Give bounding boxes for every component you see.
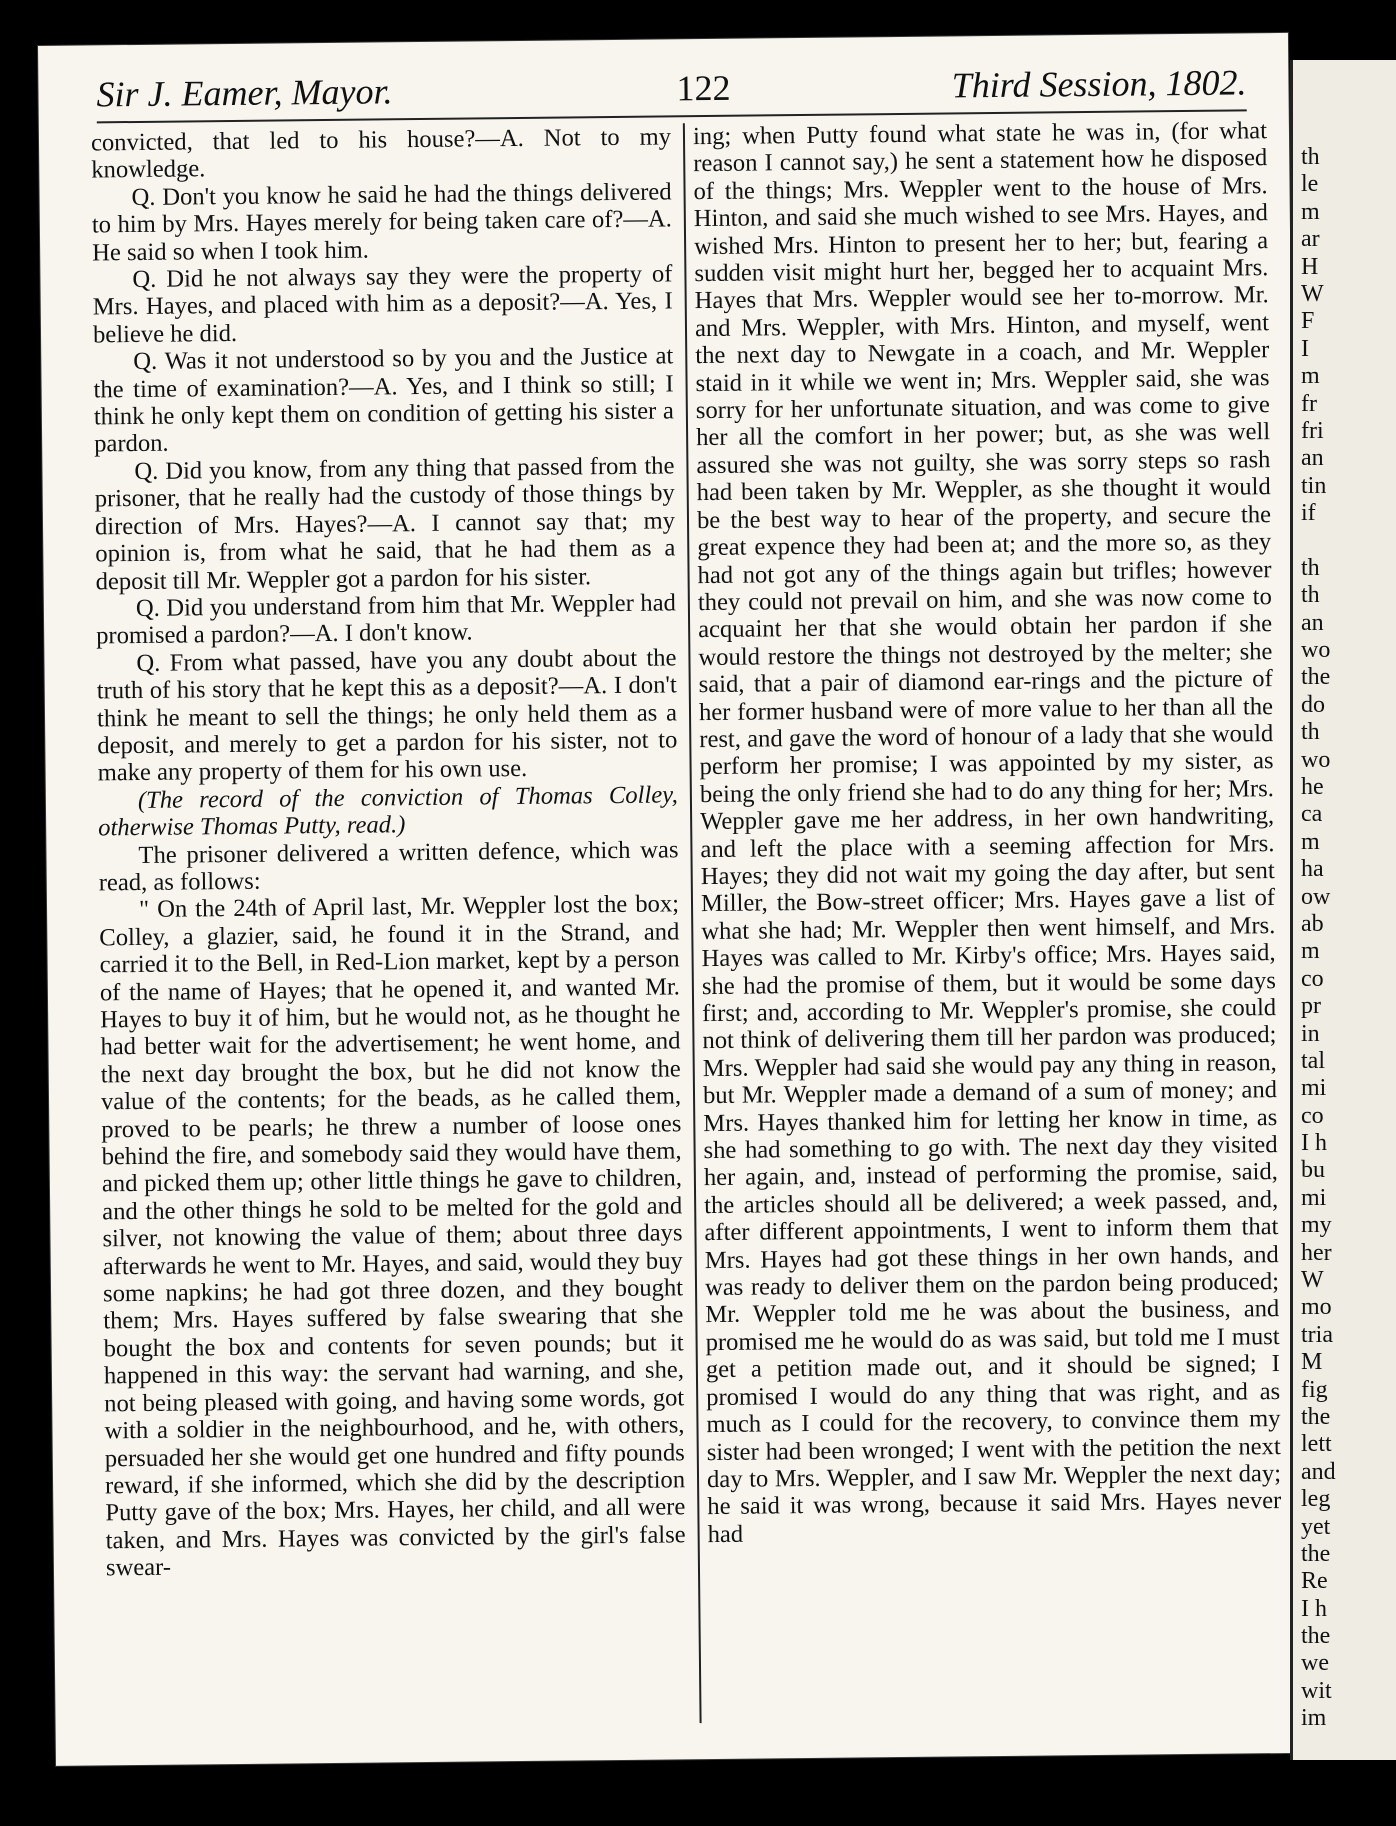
edge-fragment: pr [1301,993,1321,1020]
running-head-left: Sir J. Eamer, Mayor. [96,71,393,115]
edge-fragment: Re [1301,1568,1328,1595]
edge-fragment: mi [1301,1075,1327,1102]
edge-fragment: th [1301,582,1320,609]
edge-fragment: tal [1301,1047,1325,1074]
edge-fragment: th [1301,719,1320,746]
edge-fragment: M [1301,1349,1323,1376]
record-note: (The record of the conviction of Thomas Colley, otherwise Thomas Putty, read.) [98,781,679,842]
edge-fragment: the [1301,664,1331,691]
edge-fragment: wo [1301,746,1331,773]
edge-fragment: m [1301,938,1320,965]
edge-fragment: fr [1301,390,1317,417]
edge-fragment: and [1301,1458,1336,1485]
paragraph: Q. Did he not always say they were the property of Mrs. Hayes, and placed with him as a deposit?—A. Yes, I believe he did. [92,260,673,349]
right-column [693,117,1282,1548]
edge-fragment: fri [1301,417,1324,444]
edge-fragment: im [1301,1705,1327,1732]
edge-fragment: ar [1301,226,1320,253]
edge-fragment: wo [1301,637,1331,664]
edge-fragment: bu [1301,1157,1325,1184]
edge-fragment: ca [1301,801,1323,828]
paragraph: Q. From what passed, have you any doubt about the truth of his story that he kept this as a deposit?—A. I don't think he meant to sell the things; he only held them as a deposit, and merely to get a pardon for his sister, not to make any property of them for his own use. [96,644,678,787]
edge-fragment: th [1301,554,1320,581]
edge-fragment: m [1301,198,1320,225]
next-page-text-fragments [1293,144,1393,1733]
paragraph: Q. Did you understand from him that Mr. Weppler had promised a pardon?—A. I don't know. [96,589,677,650]
running-head [96,55,1247,123]
edge-fragment: do [1301,691,1325,718]
edge-fragment: we [1301,1650,1329,1677]
edge-fragment: m [1301,828,1320,855]
edge-fragment: wit [1301,1677,1332,1704]
edge-fragment: F [1301,308,1315,335]
edge-fragment: co [1301,1102,1324,1129]
edge-fragment: W [1301,1267,1324,1294]
edge-fragment: the [1301,1623,1331,1650]
running-head-right: Third Session, 1802. [951,62,1247,106]
edge-fragment: co [1301,965,1324,992]
edge-fragment: fig [1301,1376,1328,1403]
edge-fragment: the [1301,1403,1331,1430]
page-sheet [38,33,1306,1766]
left-column [91,123,686,1582]
edge-fragment: H [1301,253,1319,280]
paragraph: Q. Was it not understood so by you and the Justice at the time of examination?—A. Yes, and I think so still; I think he only kept them on condition of getting his sister a pardon. [93,342,674,458]
edge-fragment: if [1301,500,1316,527]
edge-fragment: ha [1301,856,1324,883]
edge-fragment: the [1301,1540,1331,1567]
edge-fragment: th [1301,144,1320,170]
edge-fragment: tria [1301,1321,1333,1348]
edge-fragment: in [1301,1020,1320,1047]
edge-fragment: lett [1301,1431,1332,1458]
paragraph: Q. Did you know, from any thing that passed from the prisoner, that he really had the custody of those things by direction of Mrs. Hayes?—A. I cannot say that; my opinion is, from what he said, that he had them as a deposit till Mr. Weppler got a pardon for his sister. [94,452,676,595]
edge-fragment: m [1301,363,1320,390]
next-page-edge [1290,60,1396,1760]
edge-fragment: her [1301,1239,1332,1266]
edge-fragment: my [1301,1212,1332,1239]
edge-fragment: tin [1301,472,1327,499]
edge-fragment: leg [1301,1486,1331,1513]
edge-fragment: he [1301,773,1324,800]
edge-fragment: an [1301,609,1324,636]
edge-fragment: yet [1301,1513,1331,1540]
edge-fragment [1293,527,1393,554]
edge-fragment: I h [1301,1595,1327,1622]
page-number: 122 [676,67,731,109]
paragraph: ing; when Putty found what state he was in, (for what reason I cannot say,) he sent a statement how he disposed of the things; Mrs. Weppler went to the house of Mrs. Hinton, and said she much wished to see Mrs. Hayes, and wished Mrs. Hinton to present her to her; but, fearing a sudden visit might hurt her, begged her to acquaint Mrs. Hayes that Mrs. Weppler would see her to-morrow. Mr. and Mrs. Weppler, with Mrs. Hinton, and myself, went the next day to Newgate in a coach, and Mr. Weppler staid in it while we went in; Mrs. Weppler said, she was sorry for her unfortunate situation, and was come to give her all the comfort in her power; but, as she was well assured she was not guilty, she was sorry steps so rash had been taken by Mr. Weppler, as she thought it would be the best way to hear of the property, and secure the great expence they had been at; and the more so, as they had not got any of the things again but trifles; however they could not prevail on him, and she was now come to acquaint her that she would obtain her pardon if she would restore the things not destroyed by the melter; she said, that a pair of diamond ear-rings and the picture of her former husband were of more value to her than all the rest, and gave the word of honour of a lady that she would perform her promise; I was appointed by my sister, as being the only friend she had to do any thing for her; Mrs. Weppler gave me her address, in her own handwriting, and left the place with a seeming affection for Mrs. Hayes; they did not wait my going the day after, but sent Miller, the Bow-street officer; Mrs. Hayes gave a list of what she had; Mr. Weppler then went himself, and Mrs. Hayes was called to Mr. Kirby's office; Mrs. Hayes said, she had the promise of them, but it would be some days first; and, according to Mr. Weppler's promise, she could not think of delivering them till her pardon was produced; Mrs. Weppler had said she would pay any thing in reason, but Mr. Weppler made a demand of a sum of money; and Mrs. Hayes thanked him for letting her know in time, as she had something to go with. The next day they visited her again, and, instead of performing the promise, said, the articles should all be delivered; a week passed, and, after different appointments, I went to inform them that Mrs. Hayes had got these things in her own hands, and was ready to deliver them on the pardon being produced; Mr. Weppler told me he was about the business, and promised me he would do as was said, but told me I must get a petition made out, and it should be signed; I promised I would do any thing that was right, and as much as I could for the recovery, to convince them my sister had been wronged; I went with the petition the next day to Mrs. Weppler, and I saw Mr. Weppler the next day; he said it was wrong, because it said Mrs. Hayes never had [692,117,1282,1548]
edge-fragment: mi [1301,1184,1327,1211]
paragraph: convicted, that led to his house?—A. Not to my knowledge. [90,123,672,184]
edge-fragment: I [1301,335,1309,362]
paragraph: The prisoner delivered a written defence, which was read, as follows: [98,835,679,897]
edge-fragment: ab [1301,910,1324,937]
edge-fragment: W [1301,280,1324,307]
edge-fragment: mo [1301,1294,1332,1321]
paragraph: Q. Don't you know he said he had the things delivered to him by Mrs. Hayes merely for being taken care of?—A. He said so when I took him. [91,178,672,267]
edge-fragment: ow [1301,883,1331,910]
edge-fragment: I h [1301,1130,1327,1157]
edge-fragment: an [1301,445,1324,472]
edge-fragment: le [1301,171,1319,198]
paragraph: " On the 24th of April last, Mr. Weppler lost the box; Colley, a glazier, said, he found it in the Strand, and carried it to the Bell, in Red-Lion market, kept by a person of the name of Hayes; that he opened it, and wanted Mr. Hayes to buy it of him, but he would not, as he thought he had better wait for the advertisement; he went home, and the next day brought the box, but he did not know the value of the contents; for the beads, as he called them, proved to be pearls; he threw a number of loose ones behind the fire, and somebody said they would have them, and picked them up; other little things he gave to children, and the other things he sold to be melted for the gold and silver, not knowing the value of them; about three days afterwards he went to Mr. Hayes, and said, would they buy some napkins; he had got three dozen, and they bought them; Mrs. Hayes suffered by false swearing that she bought the box and contents for seven pounds; but it happened in this way: the servant had warning, and she, not being pleased with going, and having some words, got with a soldier in the neighbourhood, and he, with others, persuaded her she would get one hundred and fifty pounds reward, if she informed, which she did by the description Putty gave of the box; Mrs. Hayes, her child, and all were taken, and Mrs. Hayes was convicted by the girl's false swear- [99,890,686,1582]
